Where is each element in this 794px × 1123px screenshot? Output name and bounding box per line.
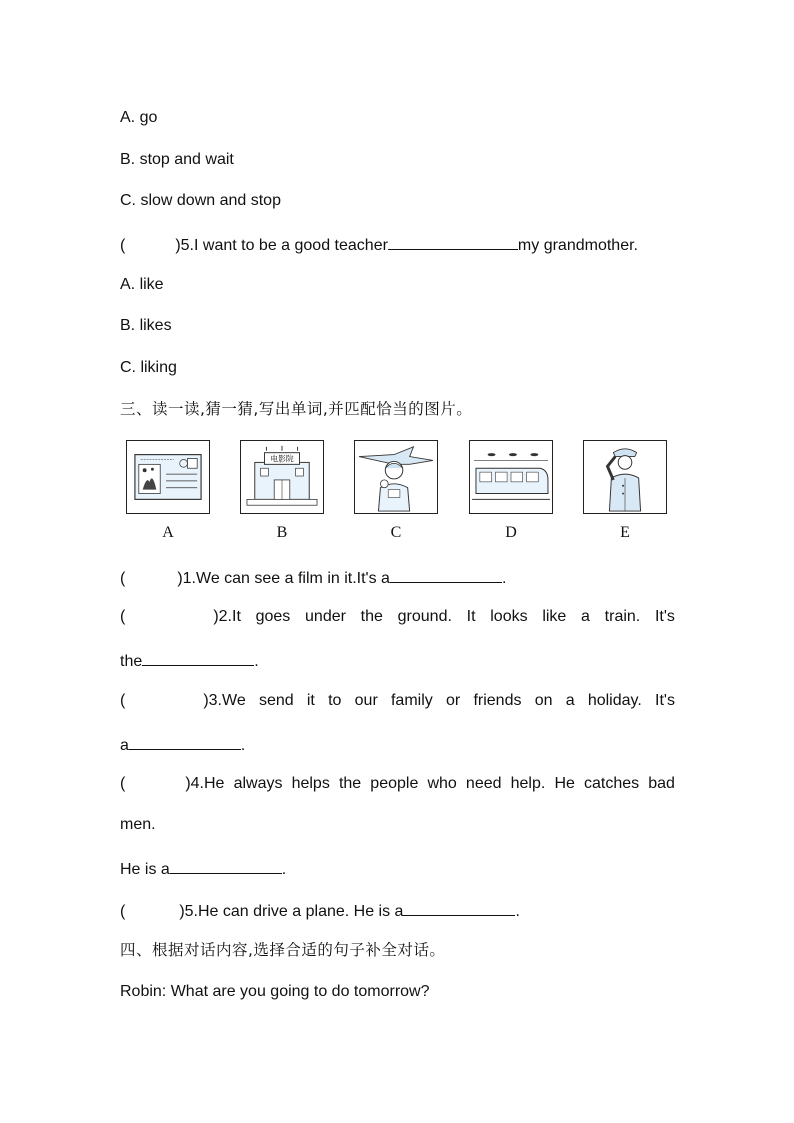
word: family [390, 692, 433, 709]
word: bad [648, 775, 675, 792]
word: always [233, 775, 283, 792]
answer-blank[interactable] [142, 649, 254, 666]
s3-item-4-line3 [120, 857, 286, 880]
q5-text-after: my grandmother. [517, 237, 638, 254]
picture-label-e: E [620, 524, 630, 541]
q5-option-a: A. like [120, 276, 164, 293]
word: who [427, 775, 457, 792]
word: ground. [397, 608, 452, 625]
word: It's [655, 692, 675, 709]
answer-paren-open: ( [120, 775, 126, 792]
s3-item-5 [120, 899, 520, 922]
answer-blank[interactable] [390, 566, 502, 583]
police-officer-picture [583, 440, 667, 514]
s3-item-3 [120, 691, 675, 711]
answer-blank[interactable] [403, 899, 515, 916]
word: He [554, 775, 575, 792]
section3-heading: 三、读一读,猜一猜,写出单词,并匹配恰当的图片。 [120, 400, 473, 418]
q4-option-c: C. slow down and stop [120, 192, 281, 209]
answer-blank[interactable] [388, 233, 518, 250]
answer-paren-open: ( [120, 570, 126, 587]
word: like [542, 608, 567, 625]
picture-label-b: B [276, 524, 288, 541]
s3-item-2 [120, 607, 675, 627]
question-number: )2. [213, 608, 232, 625]
word: help. [510, 775, 546, 792]
word: catches [584, 775, 640, 792]
dialog-line: Robin: What are you going to do tomorrow? [120, 983, 430, 1000]
word: under [305, 608, 346, 625]
item-text: He can drive a plane. He is a [198, 903, 404, 920]
word: It's [654, 608, 675, 625]
cinema-picture [240, 440, 324, 514]
period: . [240, 737, 246, 754]
word: the [360, 608, 383, 625]
q5-question [120, 233, 638, 256]
word: our [354, 692, 378, 709]
word: it [306, 692, 315, 709]
word: on [534, 692, 553, 709]
picture-label-a: A [162, 524, 174, 541]
word: It [466, 608, 476, 625]
postcard-picture [126, 440, 210, 514]
answer-blank[interactable] [129, 733, 241, 750]
q4-option-a: A. go [120, 109, 158, 126]
word: We [222, 692, 246, 709]
q5-option-c: C. liking [120, 359, 177, 376]
word: looks [490, 608, 528, 625]
period: . [501, 570, 507, 587]
word: He [204, 775, 225, 792]
pilot-picture [354, 440, 438, 514]
word: or [445, 692, 461, 709]
word: train. [604, 608, 641, 625]
q5-text-before: I want to be a good teacher [194, 237, 388, 254]
word: helps [291, 775, 330, 792]
answer-paren-open: ( [120, 692, 126, 709]
word: holiday. [587, 692, 642, 709]
word: people [370, 775, 419, 792]
word: the [120, 653, 143, 670]
cinema-sign-text: 电影院 [270, 454, 294, 464]
q4-option-b: B. stop and wait [120, 151, 234, 168]
answer-paren-open: ( [120, 903, 126, 920]
question-number: )5. [179, 903, 198, 920]
period: . [254, 653, 259, 670]
question-number: )3. [203, 692, 222, 709]
word: a [581, 608, 590, 625]
period: . [515, 903, 520, 920]
word: goes [255, 608, 291, 625]
item-text: We can see a film in it.It's a [196, 570, 390, 587]
question-number: )1. [177, 570, 196, 587]
subway-picture [469, 440, 553, 514]
s3-item-4-cont: men. [120, 816, 156, 833]
picture-label-d: D [505, 524, 517, 541]
word: It [232, 608, 241, 625]
word: a [565, 692, 575, 709]
answer-paren-open: ( [120, 608, 126, 625]
question-number: )5. [175, 237, 194, 254]
word: send [258, 692, 294, 709]
answer-paren-open: ( [120, 237, 126, 254]
s3-item-2-cont [120, 649, 259, 672]
word: a [120, 737, 129, 754]
picture-label-c: C [390, 524, 402, 541]
answer-blank[interactable] [170, 857, 282, 874]
s3-item-1 [120, 566, 506, 589]
section4-heading: 四、根据对话内容,选择合适的句子补全对话。 [120, 941, 446, 959]
word: friends [473, 692, 522, 709]
word: to [328, 692, 342, 709]
period: . [281, 861, 287, 878]
s3-item-3-cont [120, 733, 245, 756]
word: the [338, 775, 362, 792]
word: need [465, 775, 502, 792]
q5-option-b: B. likes [120, 317, 172, 334]
item-text: He is a [120, 861, 170, 878]
s3-item-4 [120, 774, 675, 794]
question-number: )4. [185, 775, 204, 792]
